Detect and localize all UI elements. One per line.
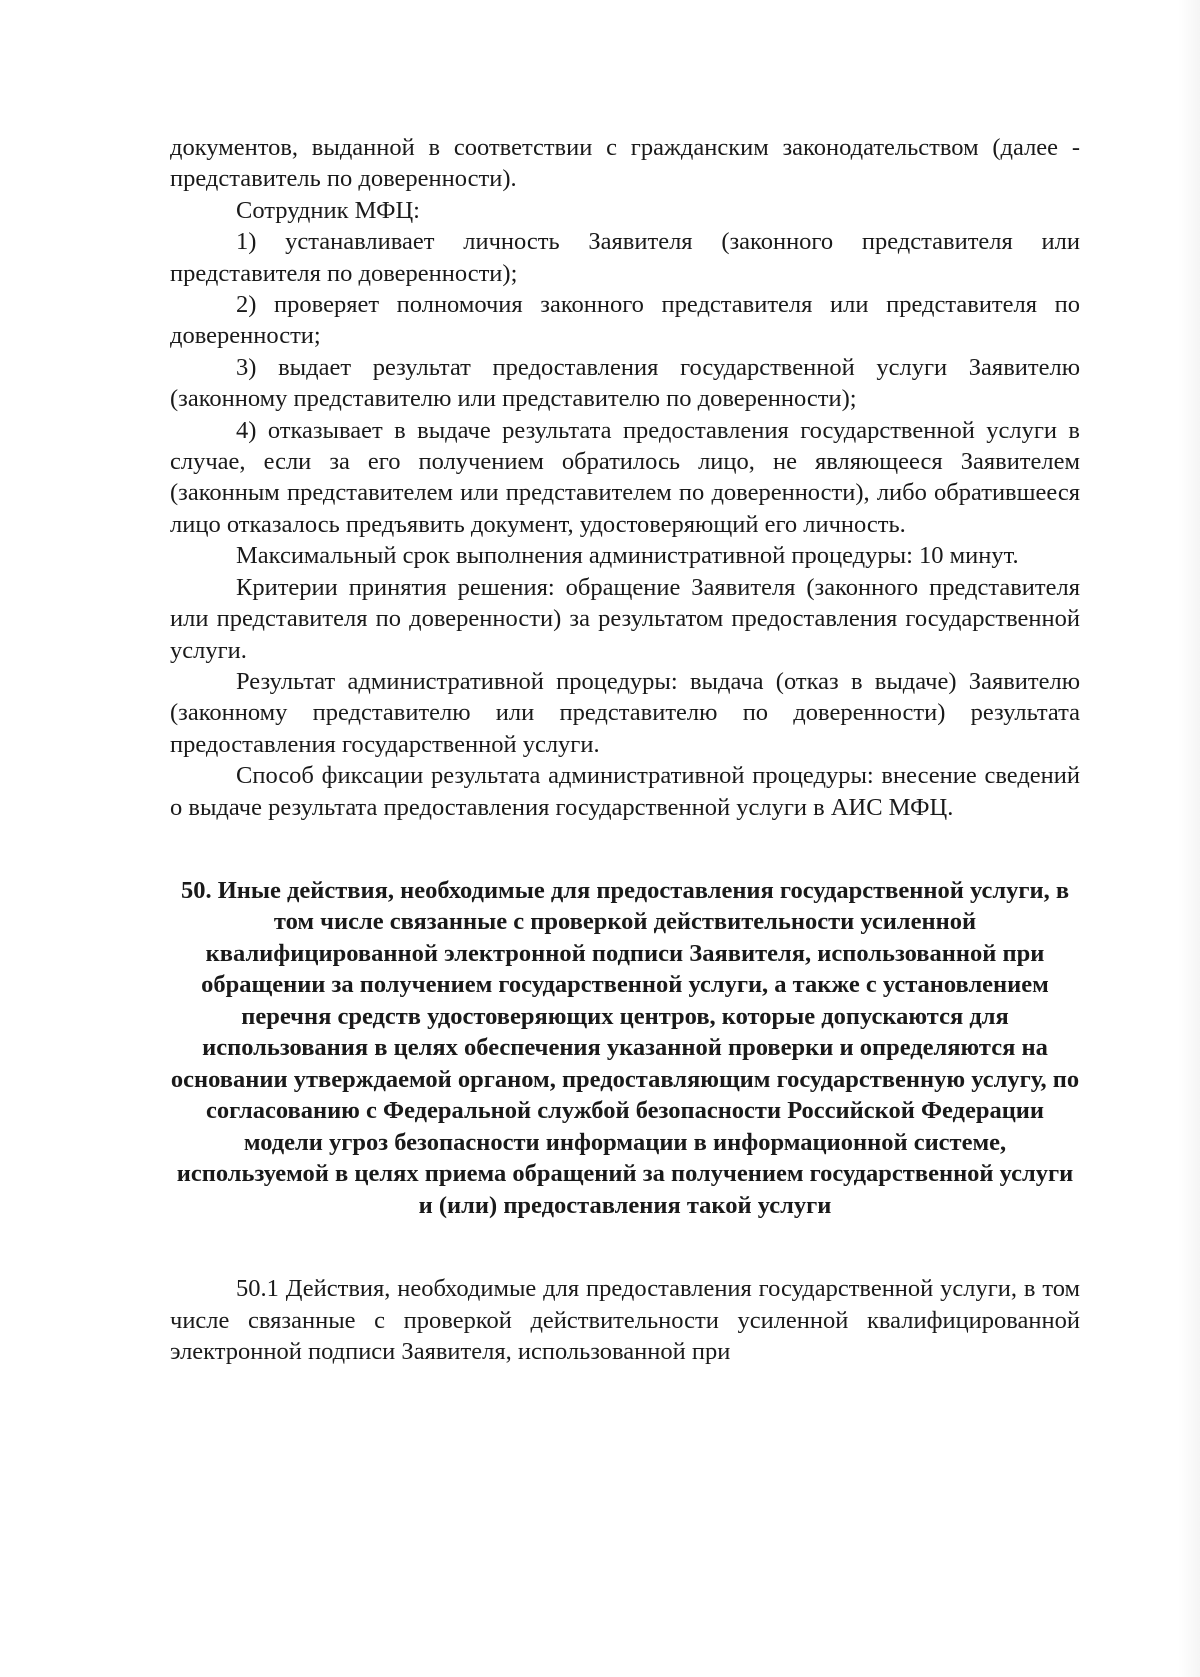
paragraph-procedure-result: Результат административной процедуры: выдача (отказ в выдаче) Заявителю (законному представителю или представителю по доверенности) результата предоставления государственной услуги. bbox=[170, 667, 1080, 758]
scan-edge-shadow bbox=[1178, 0, 1200, 1677]
paragraph-decision-criteria: Критерии принятия решения: обращение Заявителя (законного представителя или представителя по доверенности) за результатом предоставления государственной услуги. bbox=[170, 573, 1080, 664]
paragraph-item-4: 4) отказывает в выдаче результата предоставления государственной услуги в случае, если за его получением обратилось лицо, не являющееся Заявителем (законным представителем или представителем по доверенности), либо обратившееся лицо отказалось предъявить документ, удостоверяющий его личность. bbox=[170, 416, 1080, 538]
paragraph-mfc-employee: Сотрудник МФЦ: bbox=[236, 196, 420, 224]
paragraph-result-recording: Способ фиксации результата административной процедуры: внесение сведений о выдаче результата предоставления государственной услуги в АИС МФЦ. bbox=[170, 762, 1080, 821]
paragraph-continuation: документов, выданной в соответствии с гражданским законодательством (далее - представитель по доверенности). bbox=[170, 134, 1080, 193]
section-heading: 50. Иные действия, необходимые для предоставления государственной услуги, в том числе связанные с проверкой действительности усиленной квалифицированной электронной подписи Заявителя, использованной при обращении за получением государственной услуги, а также с установлением перечня средств удостоверяющих центров, которые допускаются для использования в целях обеспечения указанной проверки и определяются на основании утверждаемой органом, предоставляющим государственную услугу, по согласованию с Федеральной службой безопасности Российской Федерации модели угроз безопасности информации в информационной системе, используемой в целях приема обращений за получением государственной услуги и (или) предоставления такой услуги bbox=[170, 876, 1080, 1219]
paragraph-item-2: 2) проверяет полномочия законного представителя или представителя по доверенности; bbox=[170, 291, 1080, 350]
paragraph-item-1: 1) устанавливает личность Заявителя (законного представителя или представителя по доверенности); bbox=[170, 228, 1080, 287]
document-body bbox=[170, 132, 1080, 1368]
paragraph-50-1: 50.1 Действия, необходимые для предоставления государственной услуги, в том числе связанные с проверкой действительности усиленной квалифицированной электронной подписи Заявителя, использованной при bbox=[170, 1275, 1080, 1366]
paragraph-max-duration: Максимальный срок выполнения административной процедуры: 10 минут. bbox=[236, 542, 1019, 570]
paragraph-item-3: 3) выдает результат предоставления государственной услуги Заявителю (законному представителю или представителю по доверенности); bbox=[170, 353, 1080, 413]
